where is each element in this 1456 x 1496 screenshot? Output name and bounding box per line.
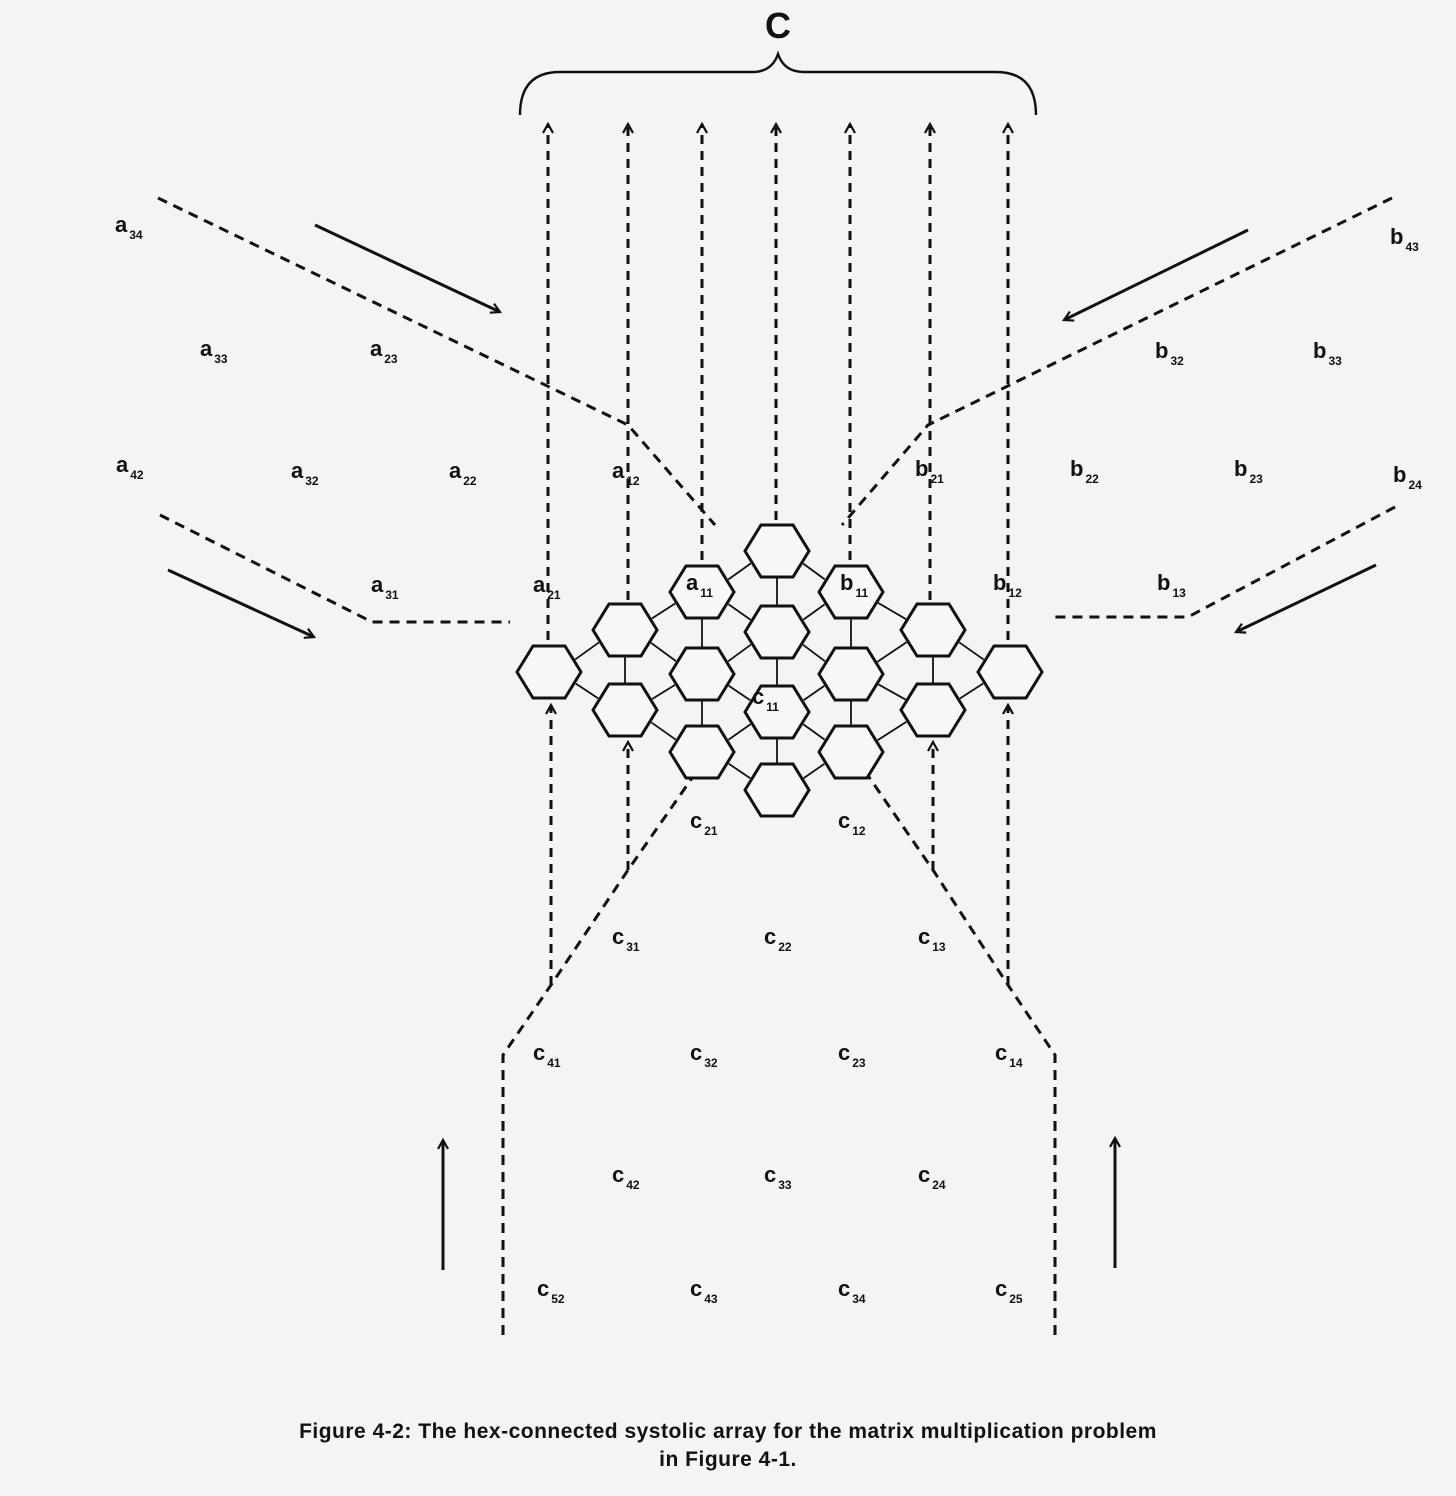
label-b11: b $_{11}$ xyxy=(840,570,869,600)
cell-link xyxy=(729,686,750,700)
cell-link xyxy=(652,604,675,619)
cell-link xyxy=(728,563,750,579)
label-c31: c $_{31}$ xyxy=(612,924,640,954)
label-c32: c $_{32}$ xyxy=(690,1040,718,1070)
cell-link xyxy=(575,643,598,660)
processor-cell-hex xyxy=(670,648,734,700)
cell-link xyxy=(729,764,750,778)
cell-link xyxy=(960,684,983,699)
processor-cell-hex xyxy=(670,726,734,778)
label-c11: c $_{11}$ xyxy=(752,684,779,714)
label-b43: b $_{43}$ xyxy=(1390,224,1419,254)
cell-link xyxy=(651,643,676,661)
label-c25: c $_{25}$ xyxy=(995,1276,1023,1306)
cell-link xyxy=(804,764,825,778)
cell-link xyxy=(803,645,825,661)
cell-link xyxy=(803,564,825,580)
label-c43: c $_{43}$ xyxy=(690,1276,718,1306)
label-a21: a $_{21}$ xyxy=(533,572,561,602)
label-c33: c $_{33}$ xyxy=(764,1162,792,1192)
label-c41: c $_{41}$ xyxy=(533,1040,561,1070)
label-b13: b $_{13}$ xyxy=(1157,570,1186,600)
label-a23: a $_{23}$ xyxy=(370,336,398,366)
hex-links xyxy=(575,563,983,778)
label-c23: c $_{23}$ xyxy=(838,1040,866,1070)
label-c52: c $_{52}$ xyxy=(537,1276,565,1306)
label-c12: c $_{12}$ xyxy=(838,808,866,838)
cell-link xyxy=(878,722,907,740)
hex-array xyxy=(517,525,1042,816)
processor-cell-hex xyxy=(901,604,965,656)
label-b32: b $_{32}$ xyxy=(1155,338,1184,368)
label-c13: c $_{13}$ xyxy=(918,924,946,954)
cell-link xyxy=(959,642,983,659)
processor-cell-hex xyxy=(745,606,809,658)
element-labels xyxy=(115,212,1422,1306)
label-c34: c $_{34}$ xyxy=(838,1276,866,1306)
processor-cell-hex xyxy=(978,646,1042,698)
cell-link xyxy=(651,722,675,739)
label-c22: c $_{22}$ xyxy=(764,924,792,954)
label-a33: a $_{33}$ xyxy=(200,336,228,366)
label-b33: b $_{33}$ xyxy=(1313,338,1342,368)
processor-cell-hex xyxy=(745,525,809,577)
label-b22: b $_{22}$ xyxy=(1070,456,1099,486)
label-a42: a $_{42}$ xyxy=(116,452,144,482)
label-a22: a $_{22}$ xyxy=(449,458,477,488)
cell-link xyxy=(728,604,750,620)
processor-cell-hex xyxy=(745,764,809,816)
label-a34: a $_{34}$ xyxy=(115,212,143,242)
label-c42: c $_{42}$ xyxy=(612,1162,640,1192)
cell-link xyxy=(652,685,675,699)
cell-link xyxy=(728,645,751,662)
cell-link xyxy=(804,686,825,700)
cell-link xyxy=(576,684,598,699)
processor-cell-hex xyxy=(819,726,883,778)
figure-caption-line-1: Figure 4-2: The hex-connected systolic array for the matrix multiplication problem xyxy=(299,1420,1157,1443)
label-b24: b $_{24}$ xyxy=(1393,462,1422,492)
label-c21: c $_{21}$ xyxy=(690,808,718,838)
label-a11: a $_{11}$ xyxy=(686,570,713,600)
flow-arrows xyxy=(168,225,1376,1270)
cell-link xyxy=(803,724,824,739)
processor-cell-hex xyxy=(593,684,657,736)
cell-link xyxy=(803,604,824,619)
label-b23: b $_{23}$ xyxy=(1234,456,1263,486)
label-c24: c $_{24}$ xyxy=(918,1162,946,1192)
label-c14: c $_{14}$ xyxy=(995,1040,1023,1070)
label-a12: a $_{12}$ xyxy=(612,458,640,488)
processor-cell-hex xyxy=(593,604,657,656)
label-b12: b $_{12}$ xyxy=(993,570,1022,600)
top-brace xyxy=(520,54,1036,115)
processor-cell-hex xyxy=(901,684,965,736)
cell-link xyxy=(877,642,906,661)
processor-cell-hex xyxy=(517,646,581,698)
cell-link xyxy=(878,603,906,619)
label-a32: a $_{32}$ xyxy=(291,458,319,488)
processor-cell-hex xyxy=(819,648,883,700)
figure-caption-line-2: in Figure 4-1. xyxy=(659,1448,797,1471)
cell-link xyxy=(878,684,905,699)
label-b21: b $_{21}$ xyxy=(915,456,944,486)
label-a31: a $_{31}$ xyxy=(371,572,399,602)
cell-link xyxy=(728,724,750,740)
title-c: C xyxy=(765,5,791,46)
